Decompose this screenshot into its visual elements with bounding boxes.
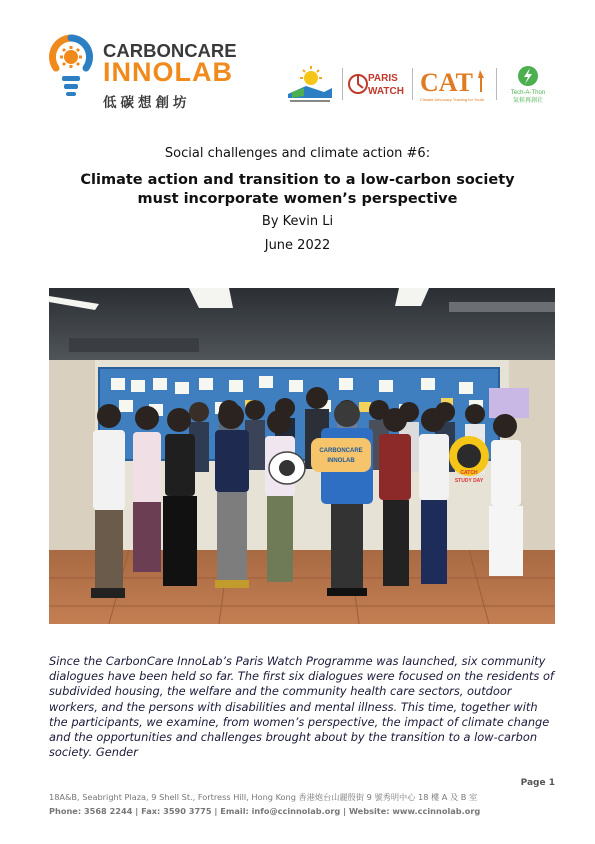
logo-text-chinese: 低碳想創坊 xyxy=(103,95,191,111)
article-title xyxy=(40,171,555,209)
cat-subtitle: Climate Advocacy Training for Youth xyxy=(420,97,485,102)
logo-text-carboncare: CARBONCARE xyxy=(103,40,237,61)
lightbulb-gear-icon xyxy=(48,34,94,98)
paris-watch-logo-icon xyxy=(348,64,408,104)
byline: By Kevin Li xyxy=(261,214,334,229)
partner-divider xyxy=(412,68,413,100)
partner-logos xyxy=(284,64,554,104)
paris-watch-text1: PARIS xyxy=(368,73,398,84)
article-title-line2: must incorporate women’s perspective xyxy=(137,191,458,207)
paris-watch-text2: WATCH xyxy=(368,86,404,97)
cat-logo-text: CAT xyxy=(420,68,473,97)
article-title-line1: Climate action and transition to a low-carbon society xyxy=(80,172,515,188)
partner-divider xyxy=(342,68,343,100)
photo-sign-right-line2: STUDY DAY xyxy=(454,478,484,484)
cat-logo-icon xyxy=(418,64,492,104)
group-photo xyxy=(49,288,555,624)
logo-text-innolab: INNOLAB xyxy=(103,57,233,87)
solar-landscape-logo-icon xyxy=(284,64,336,104)
photo-sign-left-line2: INNOLAB xyxy=(327,458,355,464)
carboncare-innolab-logo xyxy=(48,30,237,111)
footer-address: 18A&B, Seabright Plaza, 9 Shell St., Fortress Hill, Hong Kong 香港炮台山麗殷街 9 號秀明中心 18 樓 A 及 B 室 xyxy=(49,792,478,802)
tech-a-thon-logo-icon xyxy=(502,64,554,104)
photo-sign-left-line1: CARBONCARE xyxy=(319,448,363,454)
photo-sign-right-line1: CATCH xyxy=(460,470,478,476)
page-number: Page 1 xyxy=(520,778,555,788)
publication-date: June 2022 xyxy=(264,238,331,253)
footer-contact: Phone: 3568 2244 | Fax: 3590 3775 | Email: info@ccinnolab.org | Website: www.ccinnolab.org xyxy=(49,806,481,816)
tech-a-thon-chinese: 氣候再創社 xyxy=(512,97,544,104)
article-body: Since the CarbonCare InnoLab’s Paris Watch Programme was launched, six community dialogues have been held so far. The first six dialogues were focused on the residents of subdivided housing, the welfare and the community health care sectors, outdoor workers, and the persons with disabilities and mental illness. This time, together with the participants, we examine, from women’s perspective, the impact of climate change and the opportunities and challenges brought about by the transition to a low-carbon society. Gender xyxy=(49,654,554,760)
tech-a-thon-text: Tech-A-Thon xyxy=(510,90,546,96)
partner-divider xyxy=(496,68,497,100)
series-label: Social challenges and climate action #6: xyxy=(164,146,431,161)
